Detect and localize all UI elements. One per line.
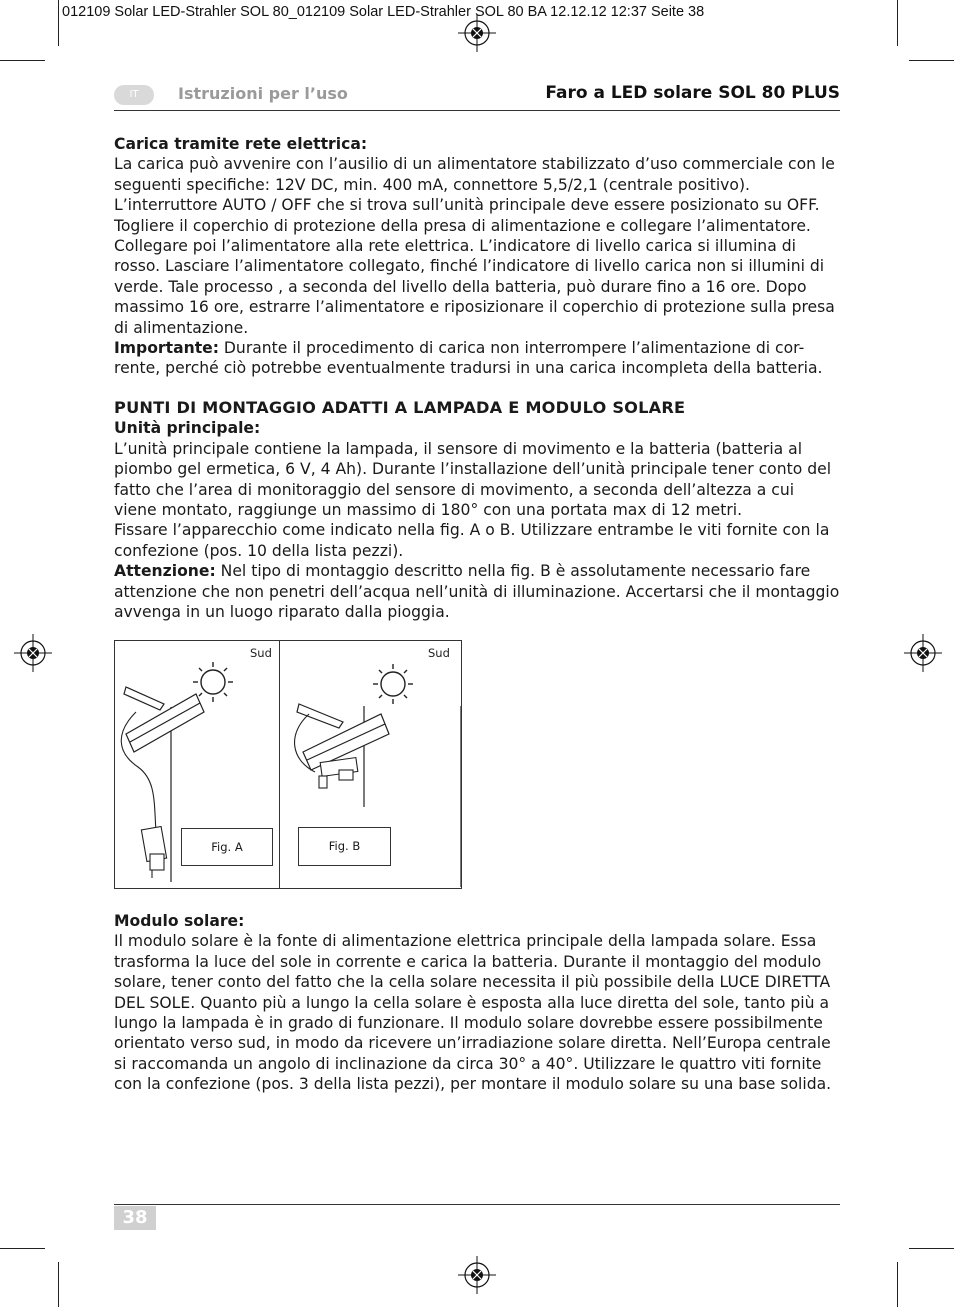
attention-note — [114, 561, 840, 622]
sun-icon — [373, 664, 413, 704]
south-label-b: Sud — [428, 646, 450, 660]
registration-mark-icon — [458, 1256, 496, 1294]
print-slug-line: 012109 Solar LED-Strahler SOL 80_012109 Solar LED-Strahler SOL 80 BA 12.12.12 12:37 Seite 38 — [62, 4, 705, 20]
product-title: Faro a LED solare SOL 80 PLUS — [545, 83, 840, 103]
crop-mark — [897, 1262, 898, 1307]
crop-mark — [909, 1248, 954, 1249]
crop-mark — [58, 0, 59, 46]
registration-mark-icon — [458, 14, 496, 52]
crop-mark — [909, 60, 954, 61]
south-label-a: Sud — [250, 646, 272, 660]
figure-divider — [279, 640, 280, 889]
solar-module-title: Modulo solare: — [114, 912, 245, 930]
main-unit-body: L’unità principale contiene la lampada, il sensore di movimento e la batteria (batteria al piombo gel ermetica, 6 V, 4 Ah). Durante l’installazione dell’unità principale tener conto del fatto che l’area di monitoraggio del sensore di movimento, a seconda dell’altezza a cui viene montato, raggiunge un massimo di 180° con una portata max di 12 metri. — [114, 439, 832, 520]
header-divider — [114, 110, 840, 111]
main-unit-title: Unità principale: — [114, 419, 261, 438]
charging-body: La carica può avvenire con l’ausilio di un alimentatore stabilizzato d’uso commerciale con le seguenti specifiche: 12V DC, min. 400 mA, connettore 5,5/2,1 (centrale positivo). L’interruttore AUTO / OFF che si trova sull’unità principale deve essere posizionato su OFF. Togliere il coperchio di protezione della presa di alimentazione e collegare l’alimentatore. Collegare poi l’alimentatore alla rete elettrica. L’indicatore di livello carica si illumina di rosso. Lasciare l’alimentatore collegato, finché l’indicatore di livello carica non si illumini di verde. Tale processo , a seconda del livello della batteria, può durare fino a 16 ore. Dopo massimo 16 ore, estrarre l’alimentatore e riposizionare il coperchio di protezione sulla presa di alimentazione. — [114, 155, 835, 337]
charging-important — [114, 338, 840, 379]
solar-module-section — [114, 911, 840, 1095]
sun-icon — [193, 662, 233, 702]
footer-divider — [114, 1204, 840, 1205]
attention-label: Attenzione: — [114, 562, 216, 581]
crop-mark — [0, 60, 45, 61]
attention-text: Nel tipo di montaggio descritto nella fig. B è assolutamente necessario fare attenzione che non penetri dell’acqua nell’unità di illuminazione. Accertarsi che il montaggio avvenga in un luogo riparato dalla pioggia. — [114, 562, 840, 622]
mounting-heading: PUNTI DI MONTAGGIO ADATTI A LAMPADA E MODULO SOLARE — [114, 398, 686, 417]
charging-title: Carica tramite rete elettrica: — [114, 135, 368, 153]
language-badge: IT — [114, 85, 154, 105]
figure-a-label: Fig. A — [181, 828, 273, 866]
fix-instructions: Fissare l’apparecchio come indicato nella fig. A o B. Utilizzare entrambe le viti fornite con la confezione (pos. 10 della lista pezzi). — [114, 521, 830, 560]
important-text: Durante il procedimento di carica non interrompere l’alimentazione di cor-rente, perché ciò potrebbe eventualmente tradursi in una carica incompleta della batteria. — [114, 339, 823, 378]
registration-mark-icon — [14, 634, 52, 672]
charging-section — [114, 134, 840, 379]
crop-mark — [0, 1248, 45, 1249]
registration-mark-icon — [904, 634, 942, 672]
solar-module-body: Il modulo solare è la fonte di alimentazione elettrica principale della lampada solare. Essa trasforma la luce del sole in corrente e carica la batteria. Durante il montaggio del modulo solare, tener conto del fatto che la cella solare necessita il più possibile della LUCE DIRETTA DEL SOLE. Quanto più a lungo la cella solare è esposta alla luce diretta del sole, tanto più a lungo la lampada è in grado di funzionare. Il modulo solare dovrebbe essere possibilmente orientato verso sud, in modo da ricevere un’irradiazione solare diretta. Nell’Europa centrale si raccomanda un angolo di inclinazione da circa 30° a 40°. Utilizzare le quattro viti fornite con la confezione (pos. 3 della lista pezzi), per montare il modulo solare su una base solida. — [114, 932, 832, 1094]
crop-mark — [58, 1262, 59, 1307]
page-number: 38 — [114, 1206, 156, 1230]
crop-mark — [897, 0, 898, 46]
important-label: Importante: — [114, 339, 219, 358]
section-title: Istruzioni per l’uso — [178, 84, 348, 103]
mounting-section — [114, 398, 840, 622]
figure-b-label: Fig. B — [298, 827, 391, 866]
